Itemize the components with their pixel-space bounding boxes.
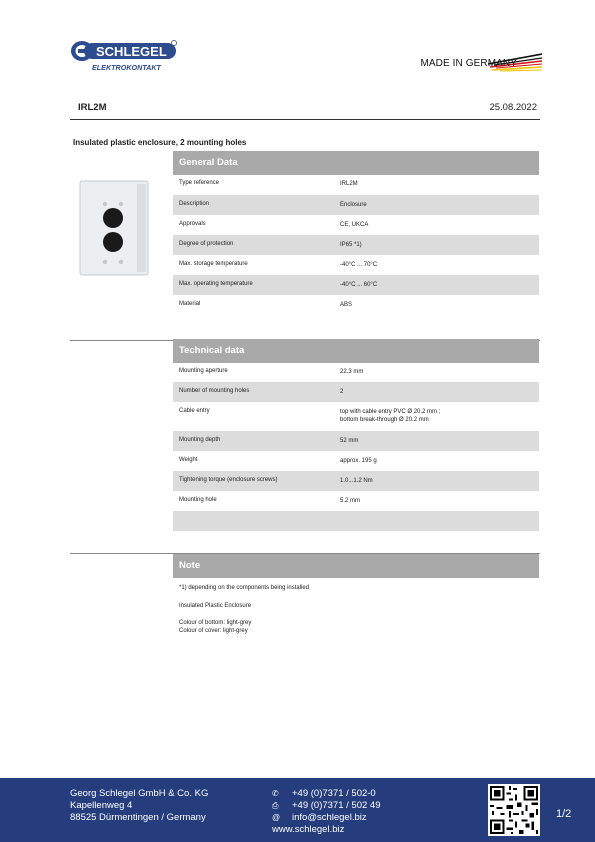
email-icon: @ [272,813,281,822]
row-value: Enclosure [340,202,367,208]
technical-data-heading: Technical data [173,339,539,363]
company-name: Georg Schlegel GmbH & Co. KG [70,788,209,799]
phone-icon: ✆ [272,789,279,798]
row-key: Material [179,301,201,307]
note-line: Colour of cover: light-grey [179,628,248,634]
schlegel-logo [70,38,180,72]
row-value: -40°C ... 70°C [340,262,378,268]
row-value: 5.2 mm [340,498,361,504]
row-key: Max. operating temperature [179,281,253,287]
general-data-heading: General Data [173,151,539,175]
table-row [173,180,539,194]
page-number: 1/2 [556,808,572,820]
row-key: Mounting hole [179,497,217,503]
brand-sub-text: ELEKTROKONTAKT [92,63,161,72]
row-value: 2 [340,389,344,395]
row-value: -40°C ... 60°C [340,282,378,288]
row-value: IP65 *1) [340,242,362,248]
row-key: Mounting aperture [179,368,228,374]
email-link[interactable]: info@schlegel.biz [292,812,367,823]
row-key: Max. storage temperature [179,261,248,267]
fax-number[interactable]: +49 (0)7371 / 502 49 [292,800,381,811]
row-value: 1.0...1.2 Nm [340,478,373,484]
table-row [173,195,539,215]
row-key: Mounting depth [179,437,221,443]
footer-contact [272,788,380,836]
document-title: Insulated plastic enclosure, 2 mounting holes [73,138,247,147]
table-row [173,408,539,430]
enclosure-product-image [79,180,149,276]
document-id: IRL2M [78,102,107,113]
brand-text: SCHLEGEL [96,44,167,59]
row-value: 22.3 mm [340,369,364,375]
row-key: Approvals [179,221,206,227]
row-value: CE, UKCA [340,222,369,228]
document-date: 25.08.2022 [489,102,537,113]
row-value: IRL2M [340,181,358,187]
header-rule [70,100,540,120]
table-row [173,275,539,295]
made-in-label: MADE IN GERMANY [420,58,517,69]
note-line: Colour of bottom: light-grey [179,620,252,626]
fax-icon: ⎙ [272,801,279,810]
phone-number[interactable]: +49 (0)7371 / 502-0 [292,788,376,799]
note-line: Insulated Plastic Enclosure [179,603,252,609]
row-value-continued: bottom break-through Ø 20.2 mm [340,417,429,423]
street: Kapellenweg 4 [70,800,133,811]
table-row [173,261,539,275]
table-row [173,368,539,382]
row-value: ABS [340,302,353,308]
row-key: Cable entry [179,408,210,414]
row-key: Degree of protection [179,241,234,247]
table-row [173,301,539,315]
row-value: top with cable entry PVC Ø 20.2 mm ; [340,409,441,415]
table-row [173,431,539,451]
footer [0,778,595,842]
qr-code-icon[interactable] [488,784,540,836]
row-key: Description [179,201,210,207]
row-key: Number of mounting holes [179,388,250,394]
table-row [173,235,539,255]
note-heading: Note [173,554,539,578]
row-key: Type reference [179,180,220,186]
website-link[interactable]: www.schlegel.biz [272,824,345,835]
city: 88525 Dürmentingen / Germany [70,812,206,823]
note-line: *1) depending on the components being installed [179,585,310,591]
table-row [173,221,539,235]
row-key: Tightening torque (enclosure screws) [179,477,278,483]
row-key: Weight [179,457,198,463]
table-row [173,497,539,511]
row-value: approx. 195 g [340,458,377,464]
table-row [173,382,539,402]
footer-address [70,788,208,824]
table-row [173,471,539,491]
table-row [173,457,539,471]
table-row-empty [173,511,539,531]
row-value: 52 mm [340,438,359,444]
